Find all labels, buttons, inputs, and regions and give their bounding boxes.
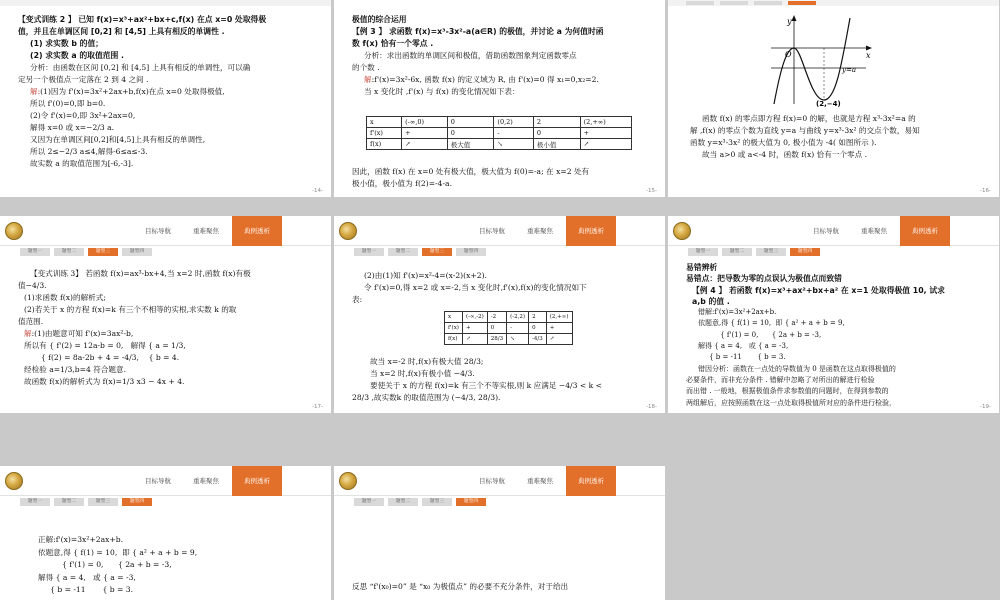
slide-content-bottom	[352, 356, 653, 404]
text-line: (1) 求实数 b 的值；	[30, 39, 104, 48]
tab-typical-examples[interactable]: 典例透析	[232, 216, 282, 246]
text-line: :(1)由题意可知 f'(x)=3ax²-b,	[31, 329, 134, 338]
solution-label: 解:	[30, 87, 41, 96]
nav-bar	[0, 216, 331, 246]
tab-goal-navigation[interactable]: 目标导航	[813, 227, 839, 235]
variation-table	[444, 311, 573, 345]
slide-content	[686, 262, 987, 409]
text-line: 反思 “f'(x₀)=0” 是 “x₀ 为极值点” 的必要不充分条件，对于给出	[352, 582, 569, 591]
text-line: 函数 f(x) 的零点即方程 f(x)=0 的解，也就是方程 x³-3x²=a 的	[702, 114, 916, 123]
nav-bar	[0, 466, 331, 496]
section-title: 极值的综合运用	[352, 15, 407, 24]
tab-goal-navigation[interactable]: 目标导航	[479, 477, 505, 485]
text-line: 故当 a>0 或 a<-4 时，函数 f(x) 恰有一个零点 .	[702, 150, 868, 159]
slide-thumbnail-16[interactable]	[668, 0, 999, 197]
tab-key-points[interactable]: 重难聚焦	[193, 227, 219, 235]
sub-tabs	[334, 497, 665, 507]
text-line: 因此，函数 f(x) 在 x=0 处有极大值，极大值为 f(0)=-a; 在 x=2 处有	[352, 167, 590, 176]
line-label: y=a	[842, 66, 856, 74]
school-logo-icon	[339, 472, 357, 490]
slide-thumbnail-19[interactable]	[668, 216, 999, 413]
slide-content	[18, 14, 319, 170]
subtab-type-3[interactable]: 题型三	[88, 248, 118, 256]
sub-tabs	[668, 247, 999, 257]
nav-bar	[334, 216, 665, 246]
school-logo-icon	[5, 472, 23, 490]
subtab-type-4[interactable]: 题型四	[790, 248, 820, 256]
school-logo-icon	[673, 222, 691, 240]
text-line: 表:	[352, 295, 363, 304]
text-line: 要使关于 x 的方程 f(x)=k 有三个不等实根,则 k 应满足 −4/3 < k <	[370, 381, 603, 390]
text-line: 解得 { a = 4, 或 { a = -3,	[698, 342, 789, 351]
text-line: 而出错 . 一般地，根据极值条件求参数值的问题时，在得到参数的	[686, 387, 889, 396]
text-line: { f'(1) = 0, { 2a + b = -3,	[698, 330, 822, 339]
text-line: { f'(1) = 0, { 2a + b = -3,	[38, 560, 172, 569]
slide-top-strip	[668, 0, 999, 6]
axis-label-x: x	[866, 51, 871, 60]
tab-goal-navigation[interactable]: 目标导航	[145, 227, 171, 235]
tab-typical-examples[interactable]: 典例透析	[232, 466, 282, 496]
text-line: 所以 2≤−2/3 a≤4,解得-6≤a≤-3.	[30, 147, 148, 156]
tab-typical-examples[interactable]: 典例透析	[900, 216, 950, 246]
text-line: 【例 3 】 求函数 f(x)=x³-3x²-a(a∈R) 的极值，并讨论 a 为何值时函	[352, 27, 604, 36]
subtab-type-1[interactable]: 题型一	[20, 248, 50, 256]
page-number: -18-	[646, 404, 657, 410]
page-number: -14-	[312, 188, 323, 194]
sub-tabs	[0, 497, 331, 507]
text-line: 易错点：把导数为零的点误认为极值点而致错	[686, 274, 842, 284]
text-line: 正解:f'(x)=3x²+2ax+b.	[38, 535, 124, 544]
text-line: (2)由(1)知 f'(x)=x²-4=(x-2)(x+2).	[364, 271, 487, 280]
text-line: 所以 f'(0)=0,即 b=0.	[30, 99, 106, 108]
table-row: x (-∞,0) 0 (0,2) 2 (2,+∞)	[367, 117, 632, 128]
table-row: f'(x) + 0 - 0 +	[445, 323, 573, 334]
subtab-type-3[interactable]: 题型三	[422, 498, 452, 506]
text-line: 解得 { a = 4, 或 { a = -3,	[38, 572, 136, 582]
slide-content	[18, 268, 319, 388]
text-line: 经检验 a=1/3,b=4 符合题意.	[24, 365, 126, 374]
text-line: 28/3 ,故实数k 的取值范围为 (−4/3, 28/3).	[352, 393, 501, 402]
tab-typical-examples[interactable]: 典例透析	[566, 216, 616, 246]
slide-content	[352, 14, 653, 98]
subtab-type-2[interactable]: 题型二	[54, 248, 84, 256]
text-line: 解得 x=0 或 x=−2/3 a.	[30, 123, 115, 132]
text-line: 【变式训练 2 】 已知 f(x)=x³+ax²+bx+c,f(x) 在点 x=0 处取得极	[18, 15, 267, 24]
slide-content	[690, 113, 987, 161]
table-row: f'(x) + 0 - 0 +	[367, 128, 632, 139]
slide-content	[38, 534, 319, 597]
text-line: 依题意,得 { f(1) = 10, 即 { a² + a + b = 9,	[698, 319, 845, 328]
text-line: (2) 求实数 a 的取值范围 .	[30, 51, 125, 60]
text-line: 当 x=2 时,f(x)有极小值 −4/3.	[370, 369, 475, 378]
tab-typical-examples[interactable]: 典例透析	[566, 466, 616, 496]
slide-thumbnail-20[interactable]	[0, 466, 331, 600]
subtab-type-4[interactable]: 题型四	[122, 248, 152, 256]
text-line: { b = -11 { b = 3.	[38, 585, 134, 594]
text-line: 错解:f'(x)=3x²+2ax+b.	[698, 308, 777, 317]
table-row: x (-∞,-2) -2 (-2,2) 2 (2,+∞)	[445, 312, 573, 323]
origin-label: O	[785, 50, 792, 59]
slide-content	[352, 581, 653, 593]
text-line: { b = -11 { b = 3.	[698, 353, 786, 362]
nav-bar	[334, 466, 665, 496]
subtab-type-4[interactable]: 题型四	[456, 248, 486, 256]
solution-label: 解	[364, 75, 372, 84]
nav-bar	[668, 216, 999, 246]
text-line: 的个数 .	[352, 63, 380, 72]
slide-content-bottom	[352, 166, 653, 190]
subtab-type-1[interactable]: 题型一	[20, 498, 50, 506]
slide-thumbnail-17[interactable]	[0, 216, 331, 413]
text-line: 数 f(x) 恰有一个零点 .	[352, 39, 434, 48]
subtab-type-3[interactable]: 题型三	[88, 498, 118, 506]
text-line: 【变式训练 3】 若函数 f(x)=ax³-bx+4,当 x=2 时,函数 f(x)有极	[30, 269, 251, 278]
sub-tabs	[334, 247, 665, 257]
text-line: (2)令 f'(x)=0,即 3x²+2ax=0,	[30, 111, 136, 120]
text-line: 函数 y=x³-3x² 的极大值为 0, 极小值为 -4( 如图所示 ).	[690, 138, 877, 147]
subtab-type-2[interactable]: 题型二	[54, 498, 84, 506]
function-graph	[766, 12, 876, 107]
text-line: 令 f'(x)=0,得 x=2 或 x=-2,当 x 变化时,f'(x),f(x)的变化情况如下	[364, 283, 587, 292]
variation-table	[366, 116, 632, 150]
page-number: -17-	[312, 404, 323, 410]
text-line: 值−4/3.	[18, 281, 47, 290]
solution-label: 解	[24, 329, 32, 338]
text-line: 【例 4 】 若函数 f(x)=x³+ax²+bx+a² 在 x=1 处取得极值 10, 试求	[692, 285, 945, 295]
tab-key-points[interactable]: 重难聚焦	[527, 477, 553, 485]
text-line: 值，并且在单调区间 [0,2] 和 [4,5] 上具有相反的单调性 .	[18, 27, 225, 36]
text-line: 两组解后，应按照函数在这一点处取得极值所对应的条件进行检验，	[686, 398, 896, 407]
text-line: 极小值，极小值为 f(2)=-4-a.	[352, 179, 452, 188]
text-line: 定另一个极值点一定落在 2 到 4 之间 .	[18, 75, 149, 84]
text-line: (1)求函数 f(x)的解析式;	[24, 293, 106, 302]
subtab-type-1[interactable]: 题型一	[688, 248, 718, 256]
text-line: 必要条件，而非充分条件 . 错解中忽略了对所出的解进行检验	[686, 375, 875, 384]
subtab-type-4[interactable]: 题型四	[122, 498, 152, 506]
sub-tabs	[0, 247, 331, 257]
page-number: -19-	[980, 404, 991, 410]
subtab-type-3[interactable]: 题型三	[422, 248, 452, 256]
school-logo-icon	[5, 222, 23, 240]
text-line: 错因分析：函数在一点处的导数值为 0 是函数在这点取得极值的	[698, 364, 896, 373]
subtab-type-1[interactable]: 题型一	[354, 498, 384, 506]
text-line: 当 x 变化时 ,f'(x) 与 f(x) 的变化情况如下表：	[364, 87, 520, 96]
tab-goal-navigation[interactable]: 目标导航	[145, 477, 171, 485]
text-line: 故当 x=-2 时,f(x)有极大值 28/3;	[370, 357, 484, 366]
subtab-type-2[interactable]: 题型二	[388, 248, 418, 256]
slide-thumbnail-14[interactable]	[0, 0, 331, 197]
page-number: -15-	[646, 188, 657, 194]
text-line: 故实数 a 的取值范围为[-6,-3].	[30, 159, 134, 168]
text-line: (2)若关于 x 的方程 f(x)=k 有三个不相等的实根,求实数 k 的取	[24, 305, 237, 314]
tab-key-points[interactable]: 重难聚焦	[861, 227, 887, 235]
text-line: 值范围.	[18, 317, 44, 326]
text-line: 分析：由函数在区间 [0,2] 和 [4,5] 上具有相反的单调性，可以确	[30, 63, 251, 72]
slide-top-strip	[0, 0, 331, 6]
tab-key-points[interactable]: 重难聚焦	[193, 477, 219, 485]
text-line: 分析：求出函数的单调区间和极值，借助函数图象判定函数零点	[364, 51, 577, 60]
text-line: { f(2) = 8a-2b + 4 = -4/3, { b = 4.	[24, 353, 180, 362]
tab-key-points[interactable]: 重难聚焦	[527, 227, 553, 235]
slide-thumbnail-15[interactable]	[334, 0, 665, 197]
text-line: 所以有 { f'(2) = 12a-b = 0, 解得 { a = 1/3,	[24, 341, 186, 350]
subtab-type-3[interactable]: 题型三	[756, 248, 786, 256]
text-line: (1)因为 f'(x)=3x²+2ax+b,f(x)在点 x=0 处取得极值,	[40, 87, 225, 96]
table-row: f(x) ↗ 28/3 ↘ -4/3 ↗	[445, 334, 573, 345]
text-line: 故函数 f(x)的解析式为 f(x)=1/3 x3 − 4x + 4.	[24, 377, 185, 386]
page-number: -16-	[980, 188, 991, 194]
point-label: (2,−4)	[816, 100, 841, 107]
table-row: f(x) ↗ 极大值 ↘ 极小值 ↗	[367, 139, 632, 150]
text-line: 解 ,f(x) 的零点个数为直线 y=a 与曲线 y=x³-3x² 的交点个数，易知	[690, 126, 920, 135]
slide-thumbnail-21[interactable]	[334, 466, 665, 600]
subtab-type-2[interactable]: 题型二	[722, 248, 752, 256]
subtab-type-4[interactable]: 题型四	[456, 498, 486, 506]
text-line: a,b 的值 .	[692, 296, 730, 306]
axis-label-y: y	[787, 17, 792, 26]
subtab-type-2[interactable]: 题型二	[388, 498, 418, 506]
text-line: 依题意,得 { f(1) = 10, 即 { a² + a + b = 9,	[38, 547, 198, 557]
slide-content	[352, 270, 653, 306]
slide-thumbnail-18[interactable]	[334, 216, 665, 413]
section-title: 易错辨析	[686, 263, 718, 272]
text-line: :f'(x)=3x²-6x, 函数 f(x) 的定义域为 R, 由 f'(x)=0 得 x₁=0,x₂=2.	[371, 75, 599, 84]
tab-goal-navigation[interactable]: 目标导航	[479, 227, 505, 235]
school-logo-icon	[339, 222, 357, 240]
subtab-type-1[interactable]: 题型一	[354, 248, 384, 256]
text-line: 又因为在单调区间[0,2]和[4,5]上具有相反的单调性,	[30, 135, 206, 144]
